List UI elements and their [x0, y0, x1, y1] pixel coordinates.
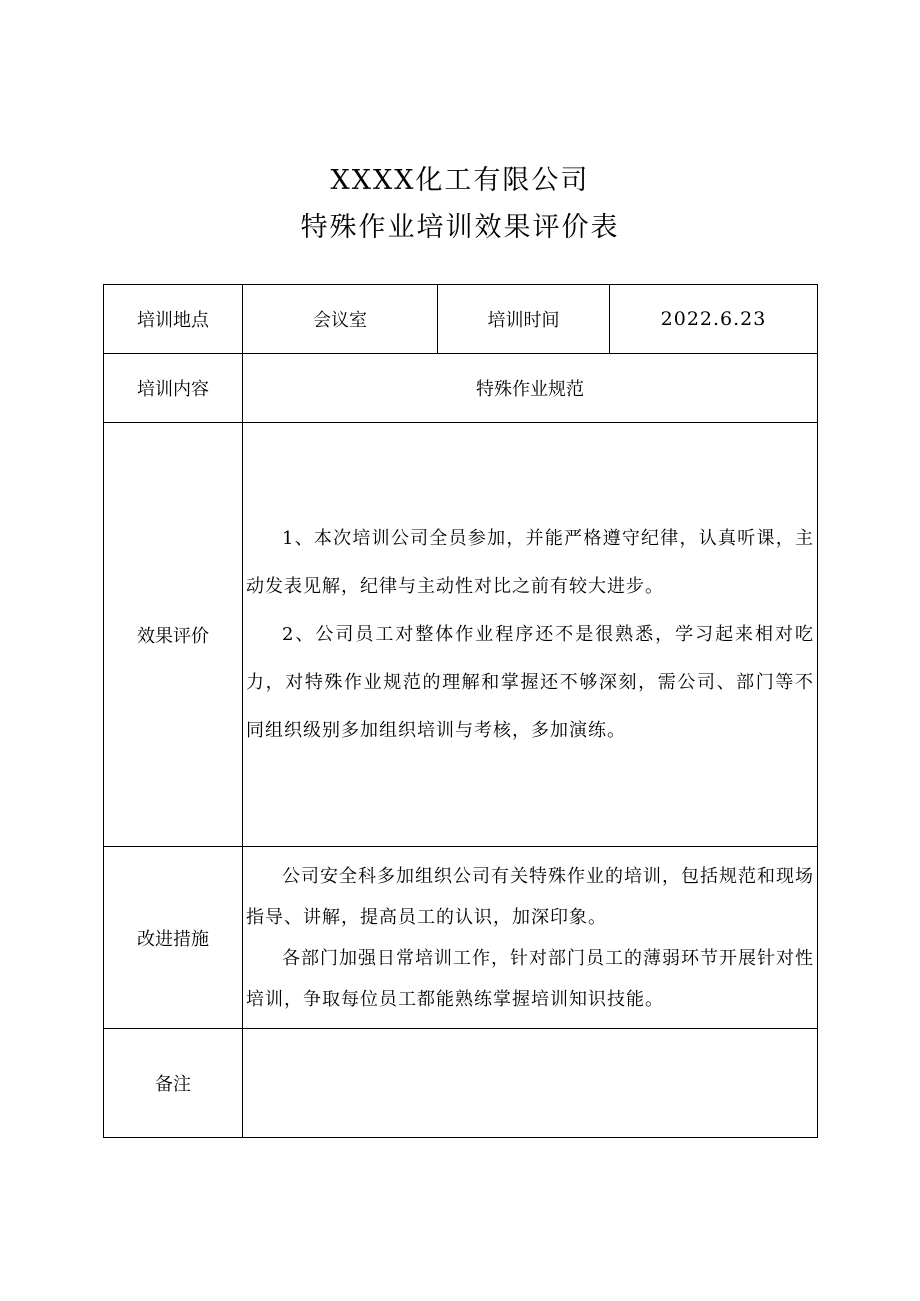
content-label: 培训内容 [104, 354, 243, 423]
time-label: 培训时间 [438, 285, 610, 354]
form-title: 特殊作业培训效果评价表 [300, 212, 620, 243]
evaluation-paragraph-2: 2、公司员工对整体作业程序还不是很熟悉，学习起来相对吃力，对特殊作业规范的理解和掌握还不够深刻，需公司、部门等不同组织级别多加组织培训与考核，多加演练。 [246, 623, 814, 741]
row-content [104, 354, 818, 423]
evaluation-paragraph-1: 1、本次培训公司全员参加，并能严格遵守纪律，认真听课，主动发表见解，纪律与主动性对比之前有较大进步。 [246, 527, 814, 597]
evaluation-cell [243, 423, 818, 847]
company-name: XXXX化工有限公司 [330, 165, 590, 196]
row-location-time [104, 285, 818, 354]
row-improvement [104, 847, 818, 1029]
remarks-value [243, 1029, 818, 1138]
improvement-label: 改进措施 [104, 847, 243, 1029]
improvement-cell [243, 847, 818, 1029]
improvement-paragraph-2: 各部门加强日常培训工作，针对部门员工的薄弱环节开展针对性培训，争取每位员工都能熟练掌握培训知识技能。 [246, 947, 814, 1010]
location-label: 培训地点 [104, 285, 243, 354]
remarks-label: 备注 [104, 1029, 243, 1138]
improvement-paragraph-1: 公司安全科多加组织公司有关特殊作业的培训，包括规范和现场指导、讲解，提高员工的认识，加深印象。 [246, 865, 814, 928]
content-value: 特殊作业规范 [243, 354, 818, 423]
evaluation-form-table [103, 284, 818, 1138]
time-value: 2022.6.23 [610, 285, 818, 354]
evaluation-label: 效果评价 [104, 423, 243, 847]
location-value: 会议室 [243, 285, 438, 354]
row-evaluation [104, 423, 818, 847]
row-remarks [104, 1029, 818, 1138]
